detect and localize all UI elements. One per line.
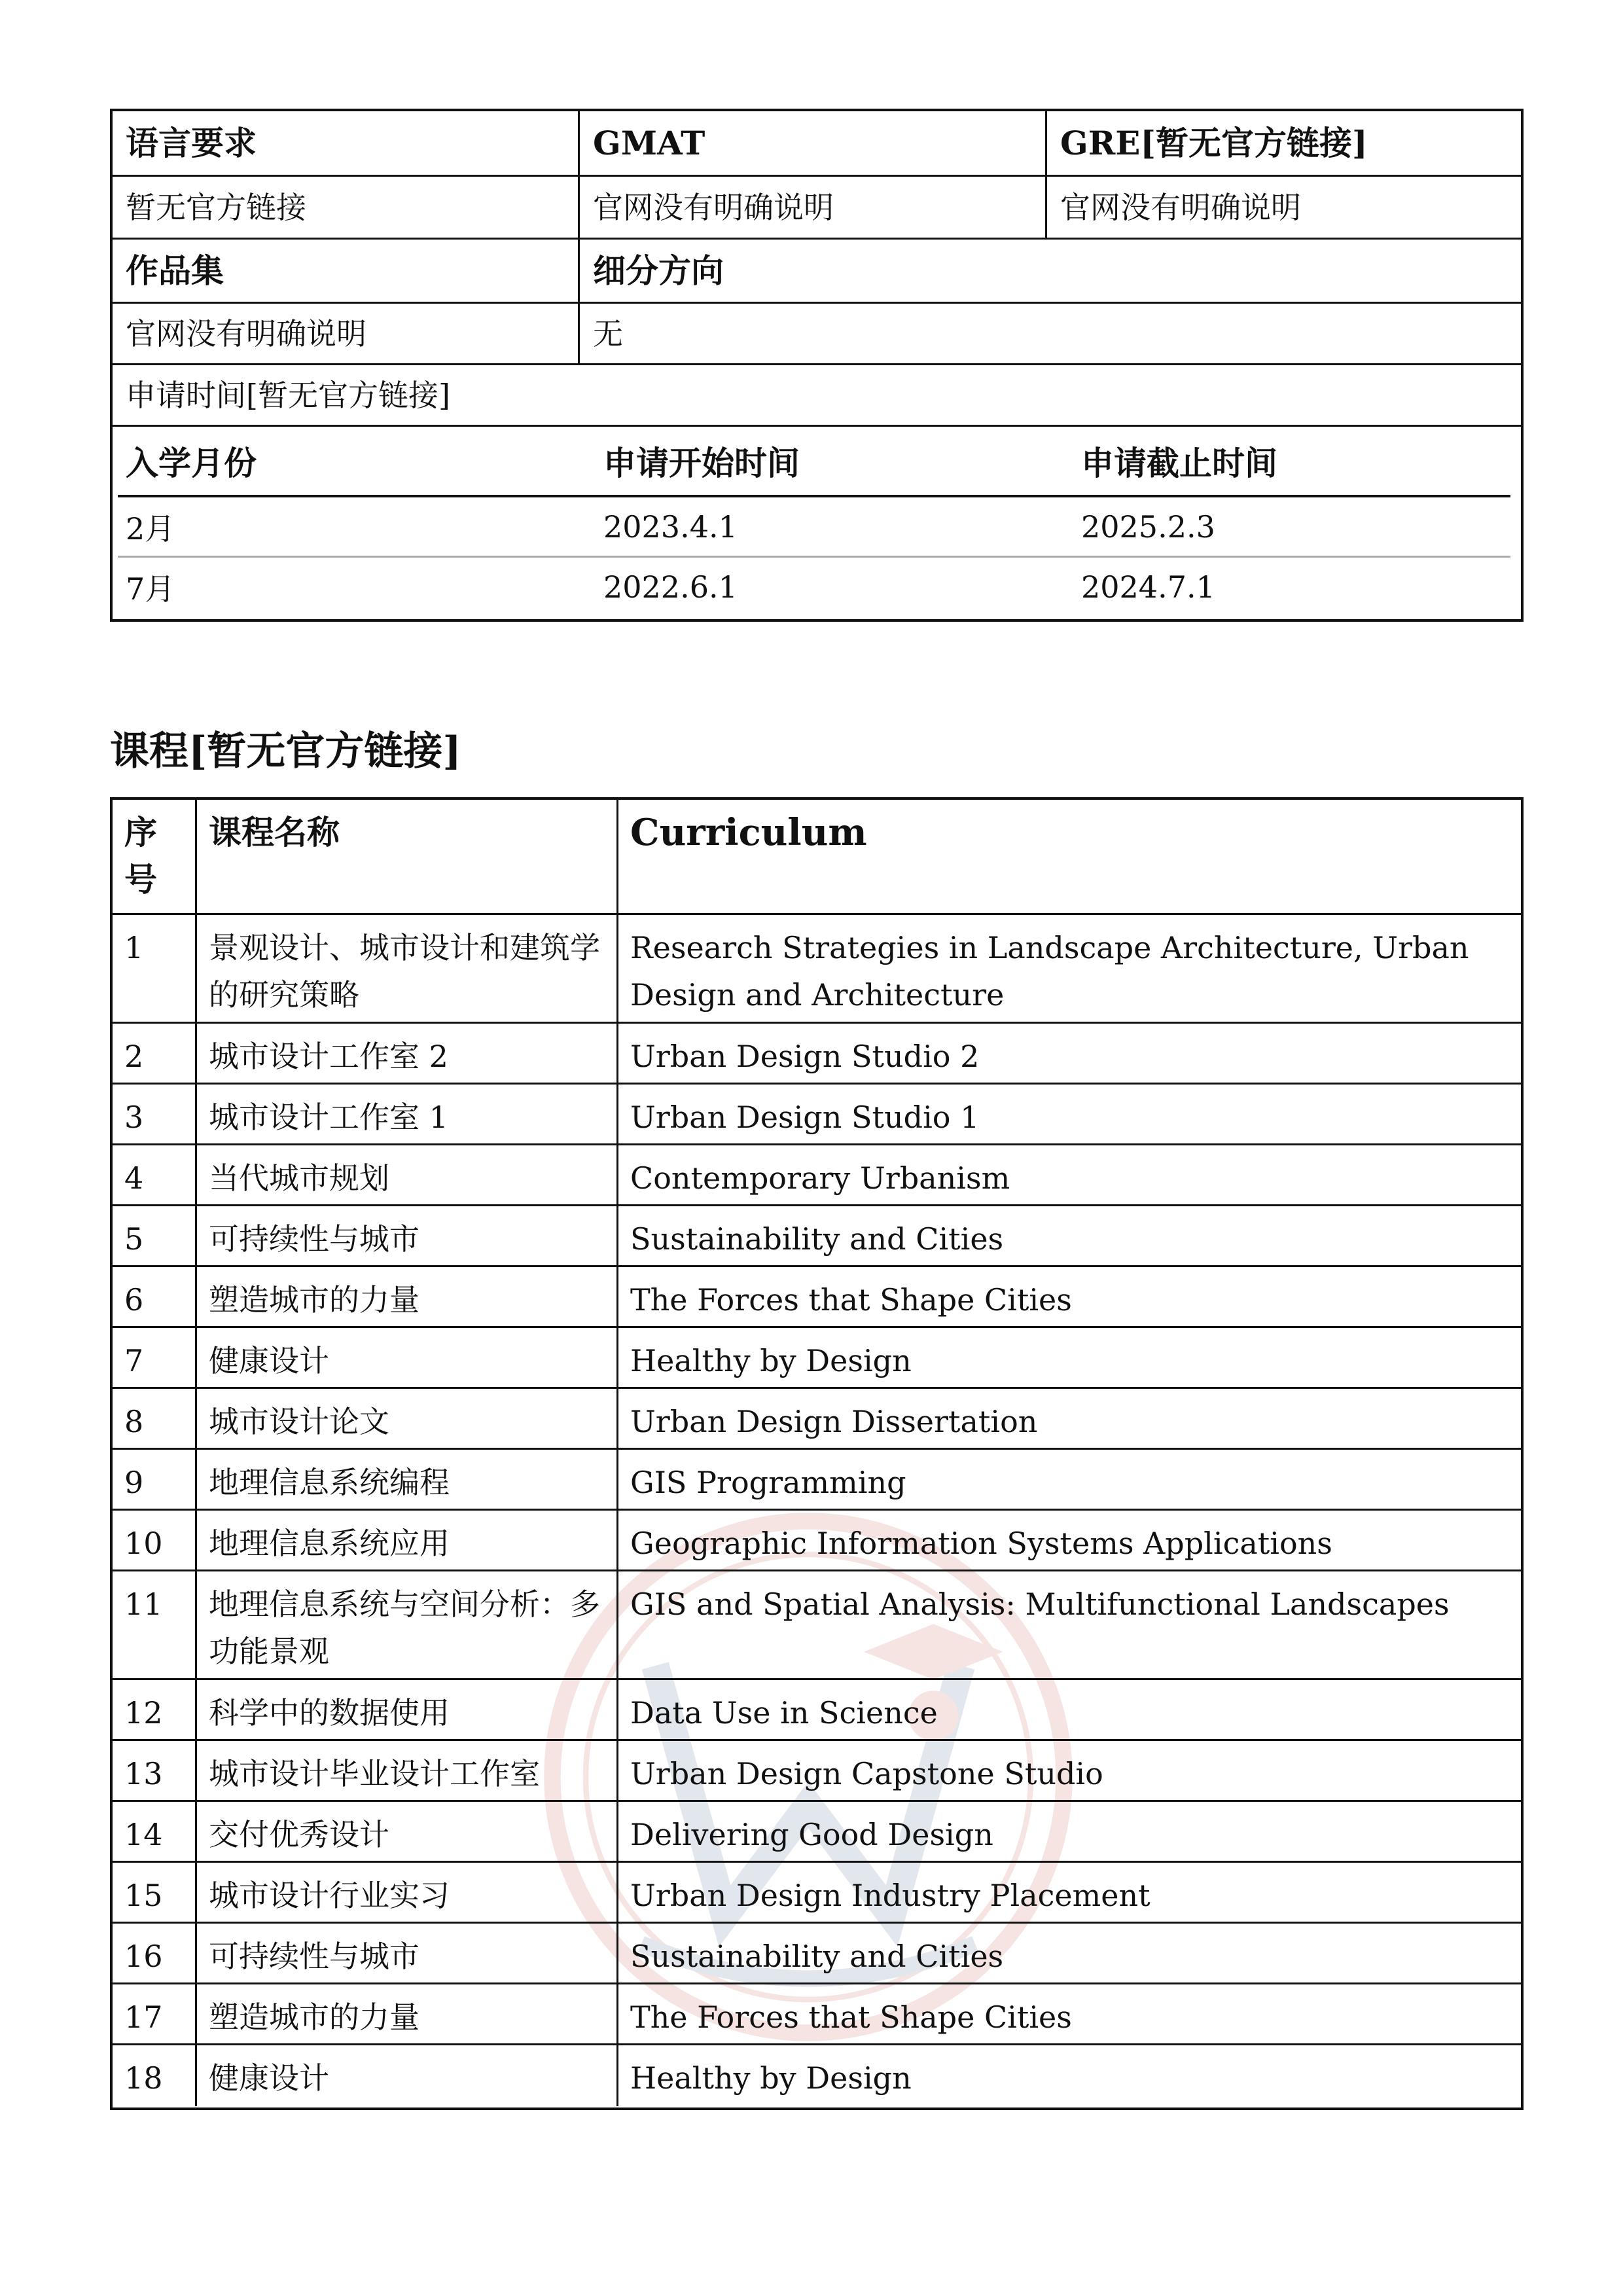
course-name-cn: 城市设计工作室 2 <box>195 1024 616 1083</box>
course-index: 8 <box>124 1404 144 1439</box>
course-name-en: The Forces that Shape Cities <box>616 1984 1521 2043</box>
course-name-cn: 城市设计工作室 1 <box>195 1085 616 1143</box>
course-name-cn: 健康设计 <box>195 2045 616 2106</box>
gmat-value: 官网没有明确说明 <box>578 177 1045 238</box>
application-start: 2023.4.1 <box>603 509 738 545</box>
course-name-cn: 可持续性与城市 <box>195 1206 616 1265</box>
course-index: 10 <box>124 1526 163 1561</box>
application-deadline-header: 申请截止时间 <box>1081 444 1277 482</box>
application-deadline: 2025.2.3 <box>1081 509 1215 545</box>
direction-header: 细分方向 <box>578 240 1521 302</box>
course-name-en: GIS Programming <box>616 1450 1521 1509</box>
table-row <box>113 1741 1521 1802</box>
course-name-cn: 城市设计毕业设计工作室 <box>195 1741 616 1800</box>
course-name-cn: 塑造城市的力量 <box>195 1984 616 2043</box>
course-name-cn: 健康设计 <box>195 1328 616 1387</box>
curriculum-header: Curriculum <box>616 800 1521 913</box>
course-index: 2 <box>124 1039 144 1074</box>
course-index: 4 <box>124 1160 144 1196</box>
language-requirement-value: 暂无官方链接 <box>126 189 306 225</box>
course-name-cn: 地理信息系统编程 <box>195 1450 616 1509</box>
course-name-en: Data Use in Science <box>616 1680 1521 1739</box>
course-name-en: Contemporary Urbanism <box>616 1145 1521 1204</box>
course-name-cn: 科学中的数据使用 <box>195 1680 616 1739</box>
portfolio-value: 官网没有明确说明 <box>126 315 366 351</box>
course-index: 15 <box>124 1878 163 1913</box>
direction-value: 无 <box>578 304 1521 363</box>
course-name-cn: 塑造城市的力量 <box>195 1267 616 1326</box>
table-row <box>113 1802 1521 1863</box>
intake-header-row <box>118 427 1510 497</box>
course-name-en: Healthy by Design <box>616 2045 1521 2106</box>
application-start: 2022.6.1 <box>603 569 738 605</box>
table-row <box>113 1145 1521 1206</box>
intake-row <box>118 497 1510 558</box>
table-row <box>113 1024 1521 1085</box>
course-name-en: Healthy by Design <box>616 1328 1521 1387</box>
language-value-row <box>113 177 1521 240</box>
requirements-table <box>110 109 1524 622</box>
table-row <box>113 1206 1521 1267</box>
table-row <box>113 1328 1521 1389</box>
portfolio-header: 作品集 <box>126 251 224 290</box>
course-name-cn: 当代城市规划 <box>195 1145 616 1204</box>
application-deadline: 2024.7.1 <box>1081 569 1215 605</box>
course-name-cn: 景观设计、城市设计和建筑学的研究策略 <box>195 915 616 1022</box>
course-name-header: 课程名称 <box>195 800 616 913</box>
table-row <box>113 915 1521 1024</box>
table-row <box>113 1267 1521 1328</box>
portfolio-value-row <box>113 304 1521 365</box>
table-row <box>113 1085 1521 1145</box>
course-name-en: Urban Design Industry Placement <box>616 1863 1521 1922</box>
course-name-en: Research Strategies in Landscape Architecture, Urban Design and Architecture <box>616 915 1521 1022</box>
course-index: 13 <box>124 1756 163 1791</box>
course-name-en: Sustainability and Cities <box>616 1206 1521 1265</box>
course-name-cn: 城市设计行业实习 <box>195 1863 616 1922</box>
table-row <box>113 1571 1521 1680</box>
course-index: 3 <box>124 1100 144 1135</box>
application-time-label: 申请时间[暂无官方链接] <box>126 377 450 413</box>
gmat-header: GMAT <box>578 111 1045 175</box>
course-name-en: Urban Design Studio 2 <box>616 1024 1521 1083</box>
table-row <box>113 1450 1521 1511</box>
courses-heading: 课程[暂无官方链接] <box>110 728 461 774</box>
application-start-header: 申请开始时间 <box>603 444 800 482</box>
table-row <box>113 2045 1521 2106</box>
index-header: 序号 <box>124 813 157 899</box>
table-row <box>113 1511 1521 1571</box>
course-name-en: Geographic Information Systems Applications <box>616 1511 1521 1570</box>
course-index: 1 <box>124 930 144 965</box>
table-row <box>113 1680 1521 1741</box>
course-name-en: Urban Design Dissertation <box>616 1389 1521 1448</box>
table-row <box>113 1863 1521 1924</box>
language-header-row <box>113 111 1521 177</box>
intake-month-header: 入学月份 <box>126 444 257 482</box>
course-name-cn: 可持续性与城市 <box>195 1924 616 1982</box>
application-time-row <box>113 365 1521 427</box>
course-index: 18 <box>124 2060 163 2096</box>
course-name-cn: 交付优秀设计 <box>195 1802 616 1861</box>
course-name-en: The Forces that Shape Cities <box>616 1267 1521 1326</box>
course-table-header <box>113 800 1521 915</box>
portfolio-header-row <box>113 240 1521 304</box>
course-name-cn: 城市设计论文 <box>195 1389 616 1448</box>
table-row <box>113 1984 1521 2045</box>
intake-month: 2月 <box>126 511 175 547</box>
course-name-en: Sustainability and Cities <box>616 1924 1521 1982</box>
course-index: 6 <box>124 1282 144 1318</box>
language-requirement-header: 语言要求 <box>126 123 257 162</box>
course-name-en: Urban Design Studio 1 <box>616 1085 1521 1143</box>
table-row <box>113 1924 1521 1984</box>
course-index: 11 <box>124 1587 163 1622</box>
course-table <box>110 797 1524 2110</box>
course-index: 16 <box>124 1939 163 1974</box>
intake-month: 7月 <box>126 571 175 607</box>
course-name-en: GIS and Spatial Analysis: Multifunctional Landscapes <box>616 1571 1521 1678</box>
gre-header: GRE[暂无官方链接] <box>1045 111 1521 175</box>
table-row <box>113 1389 1521 1450</box>
course-name-en: Delivering Good Design <box>616 1802 1521 1861</box>
course-index: 17 <box>124 2000 163 2035</box>
course-name-en: Urban Design Capstone Studio <box>616 1741 1521 1800</box>
intake-row <box>118 558 1510 617</box>
course-index: 12 <box>124 1695 163 1731</box>
course-index: 5 <box>124 1221 144 1257</box>
course-name-cn: 地理信息系统与空间分析：多功能景观 <box>195 1571 616 1678</box>
course-index: 9 <box>124 1465 144 1500</box>
course-index: 14 <box>124 1817 163 1852</box>
course-index: 7 <box>124 1343 144 1378</box>
gre-value: 官网没有明确说明 <box>1045 177 1521 238</box>
course-name-cn: 地理信息系统应用 <box>195 1511 616 1570</box>
